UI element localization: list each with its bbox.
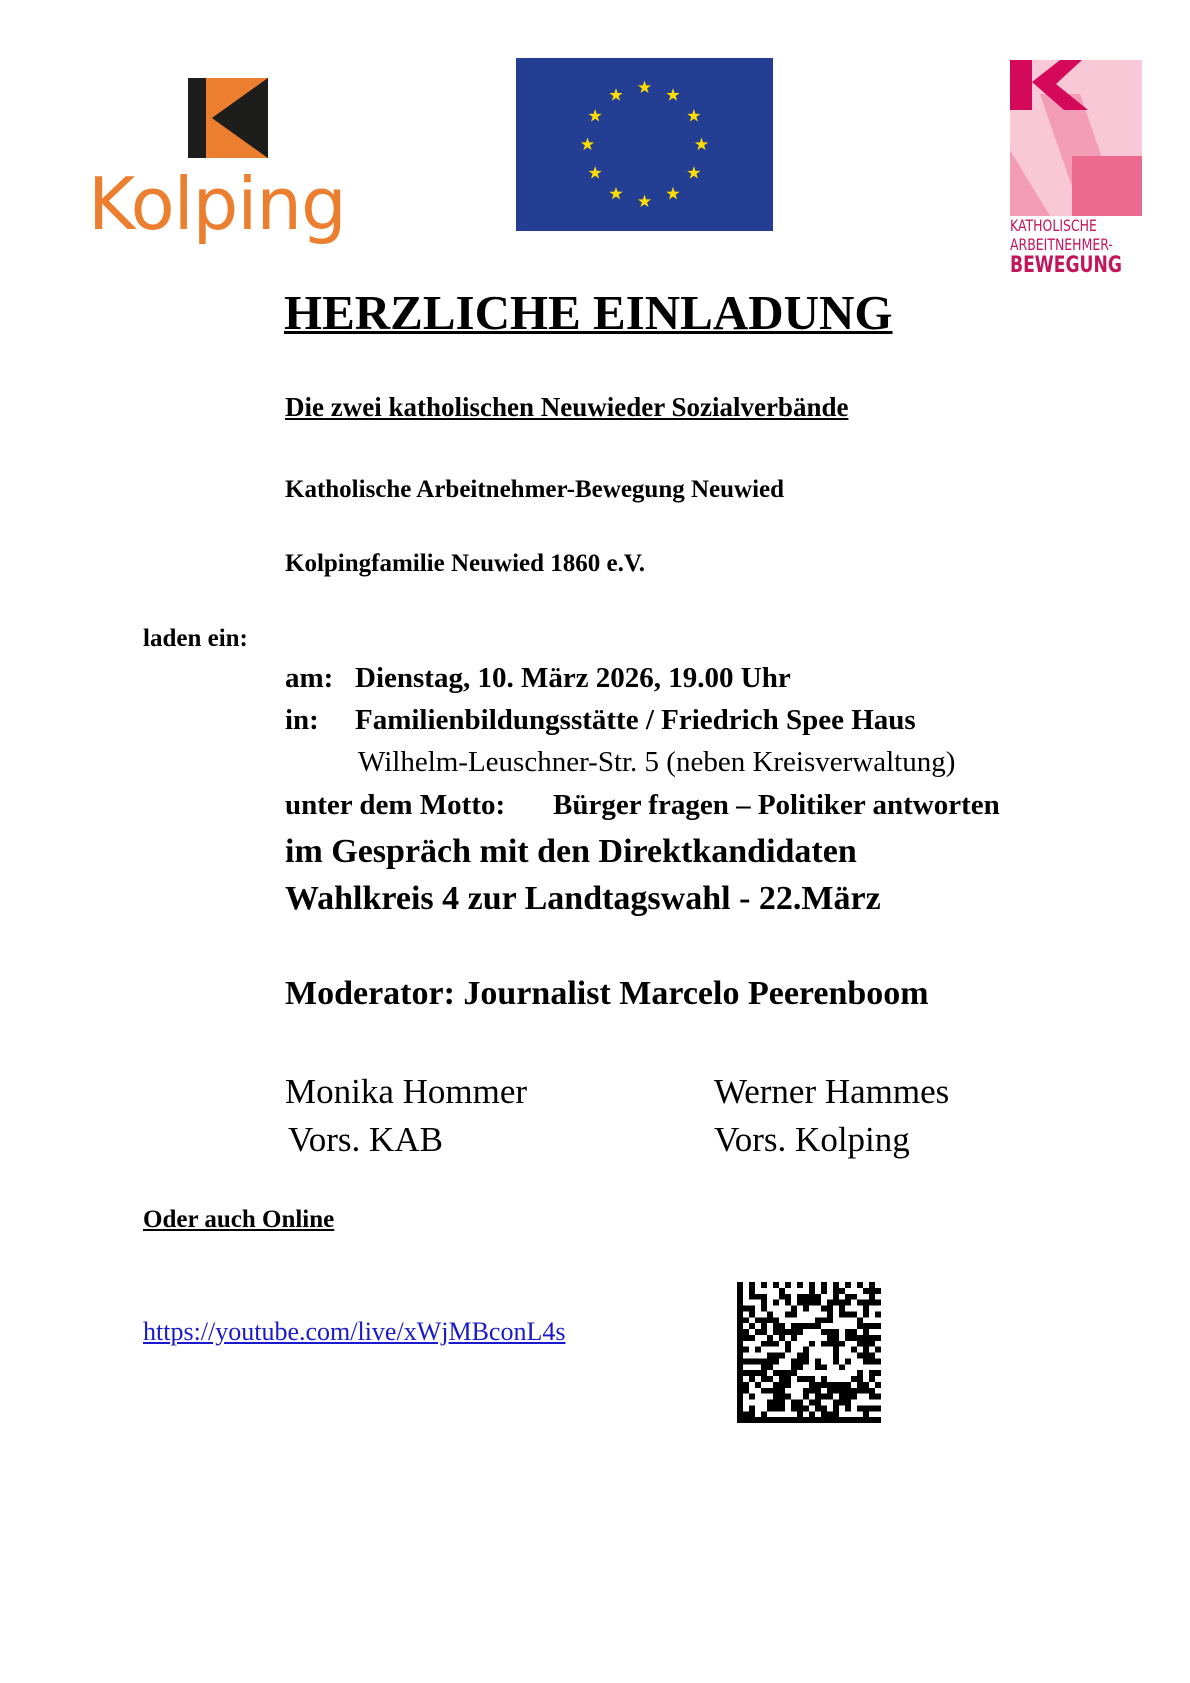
eu-star-icon: [687, 166, 700, 179]
kab-logo: [1010, 60, 1142, 288]
eu-star-icon: [687, 109, 700, 122]
online-heading: Oder auch Online: [143, 1206, 335, 1233]
kolping-logo: [80, 70, 380, 270]
kab-wordmark: [1010, 216, 1122, 278]
motto-label: unter dem Motto:: [285, 789, 506, 821]
eu-star-icon: [666, 88, 679, 101]
eu-star-icon: [609, 187, 622, 200]
signature-name-2: Werner Hammes: [714, 1072, 950, 1111]
youtube-link[interactable]: https://youtube.com/live/xWjMBconL4s: [143, 1317, 566, 1346]
moderator: Moderator: Journalist Marcelo Peerenboom: [285, 975, 929, 1012]
kolping-k-icon: [188, 78, 268, 158]
eu-star-icon: [638, 81, 651, 94]
place-value: Familienbildungsstätte / Friedrich Spee Haus: [355, 704, 916, 736]
date-label: am:: [285, 662, 334, 694]
organization-kab: Katholische Arbeitnehmer-Bewegung Neuwied: [285, 476, 785, 503]
qr-code[interactable]: [737, 1282, 881, 1423]
kab-line: BEWEGUNG: [1010, 253, 1122, 278]
signature-role-2: Vors. Kolping: [714, 1120, 910, 1159]
eu-star-icon: [695, 138, 708, 151]
eu-star-icon: [588, 166, 601, 179]
kab-line: ARBEITNEHMER-: [1010, 235, 1113, 254]
eu-flag: [516, 58, 773, 231]
address: Wilhelm-Leuschner-Str. 5 (neben Kreisverwaltung): [358, 746, 956, 778]
invite-label: laden ein:: [143, 625, 248, 652]
place-label: in:: [285, 704, 319, 736]
kolping-wordmark: Kolping: [88, 162, 346, 246]
eu-star-icon: [588, 109, 601, 122]
page-title: HERZLICHE EINLADUNG: [284, 285, 893, 340]
subtitle: Die zwei katholischen Neuwieder Sozialverbände: [285, 392, 849, 422]
motto-value: Bürger fragen – Politiker antworten: [553, 789, 1000, 821]
eu-star-icon: [638, 195, 651, 208]
eu-star-icon: [666, 187, 679, 200]
eu-star-icon: [581, 138, 594, 151]
discussion-line: im Gespräch mit den Direktkandidaten: [285, 833, 857, 870]
election-line: Wahlkreis 4 zur Landtagswahl - 22.März: [285, 880, 881, 917]
date-value: Dienstag, 10. März 2026, 19.00 Uhr: [355, 662, 791, 694]
signature-name-1: Monika Hommer: [285, 1072, 528, 1111]
organization-kolping: Kolpingfamilie Neuwied 1860 e.V.: [285, 550, 645, 577]
signature-role-1: Vors. KAB: [288, 1120, 443, 1159]
kab-line: KATHOLISCHE: [1010, 216, 1097, 235]
eu-star-icon: [609, 88, 622, 101]
